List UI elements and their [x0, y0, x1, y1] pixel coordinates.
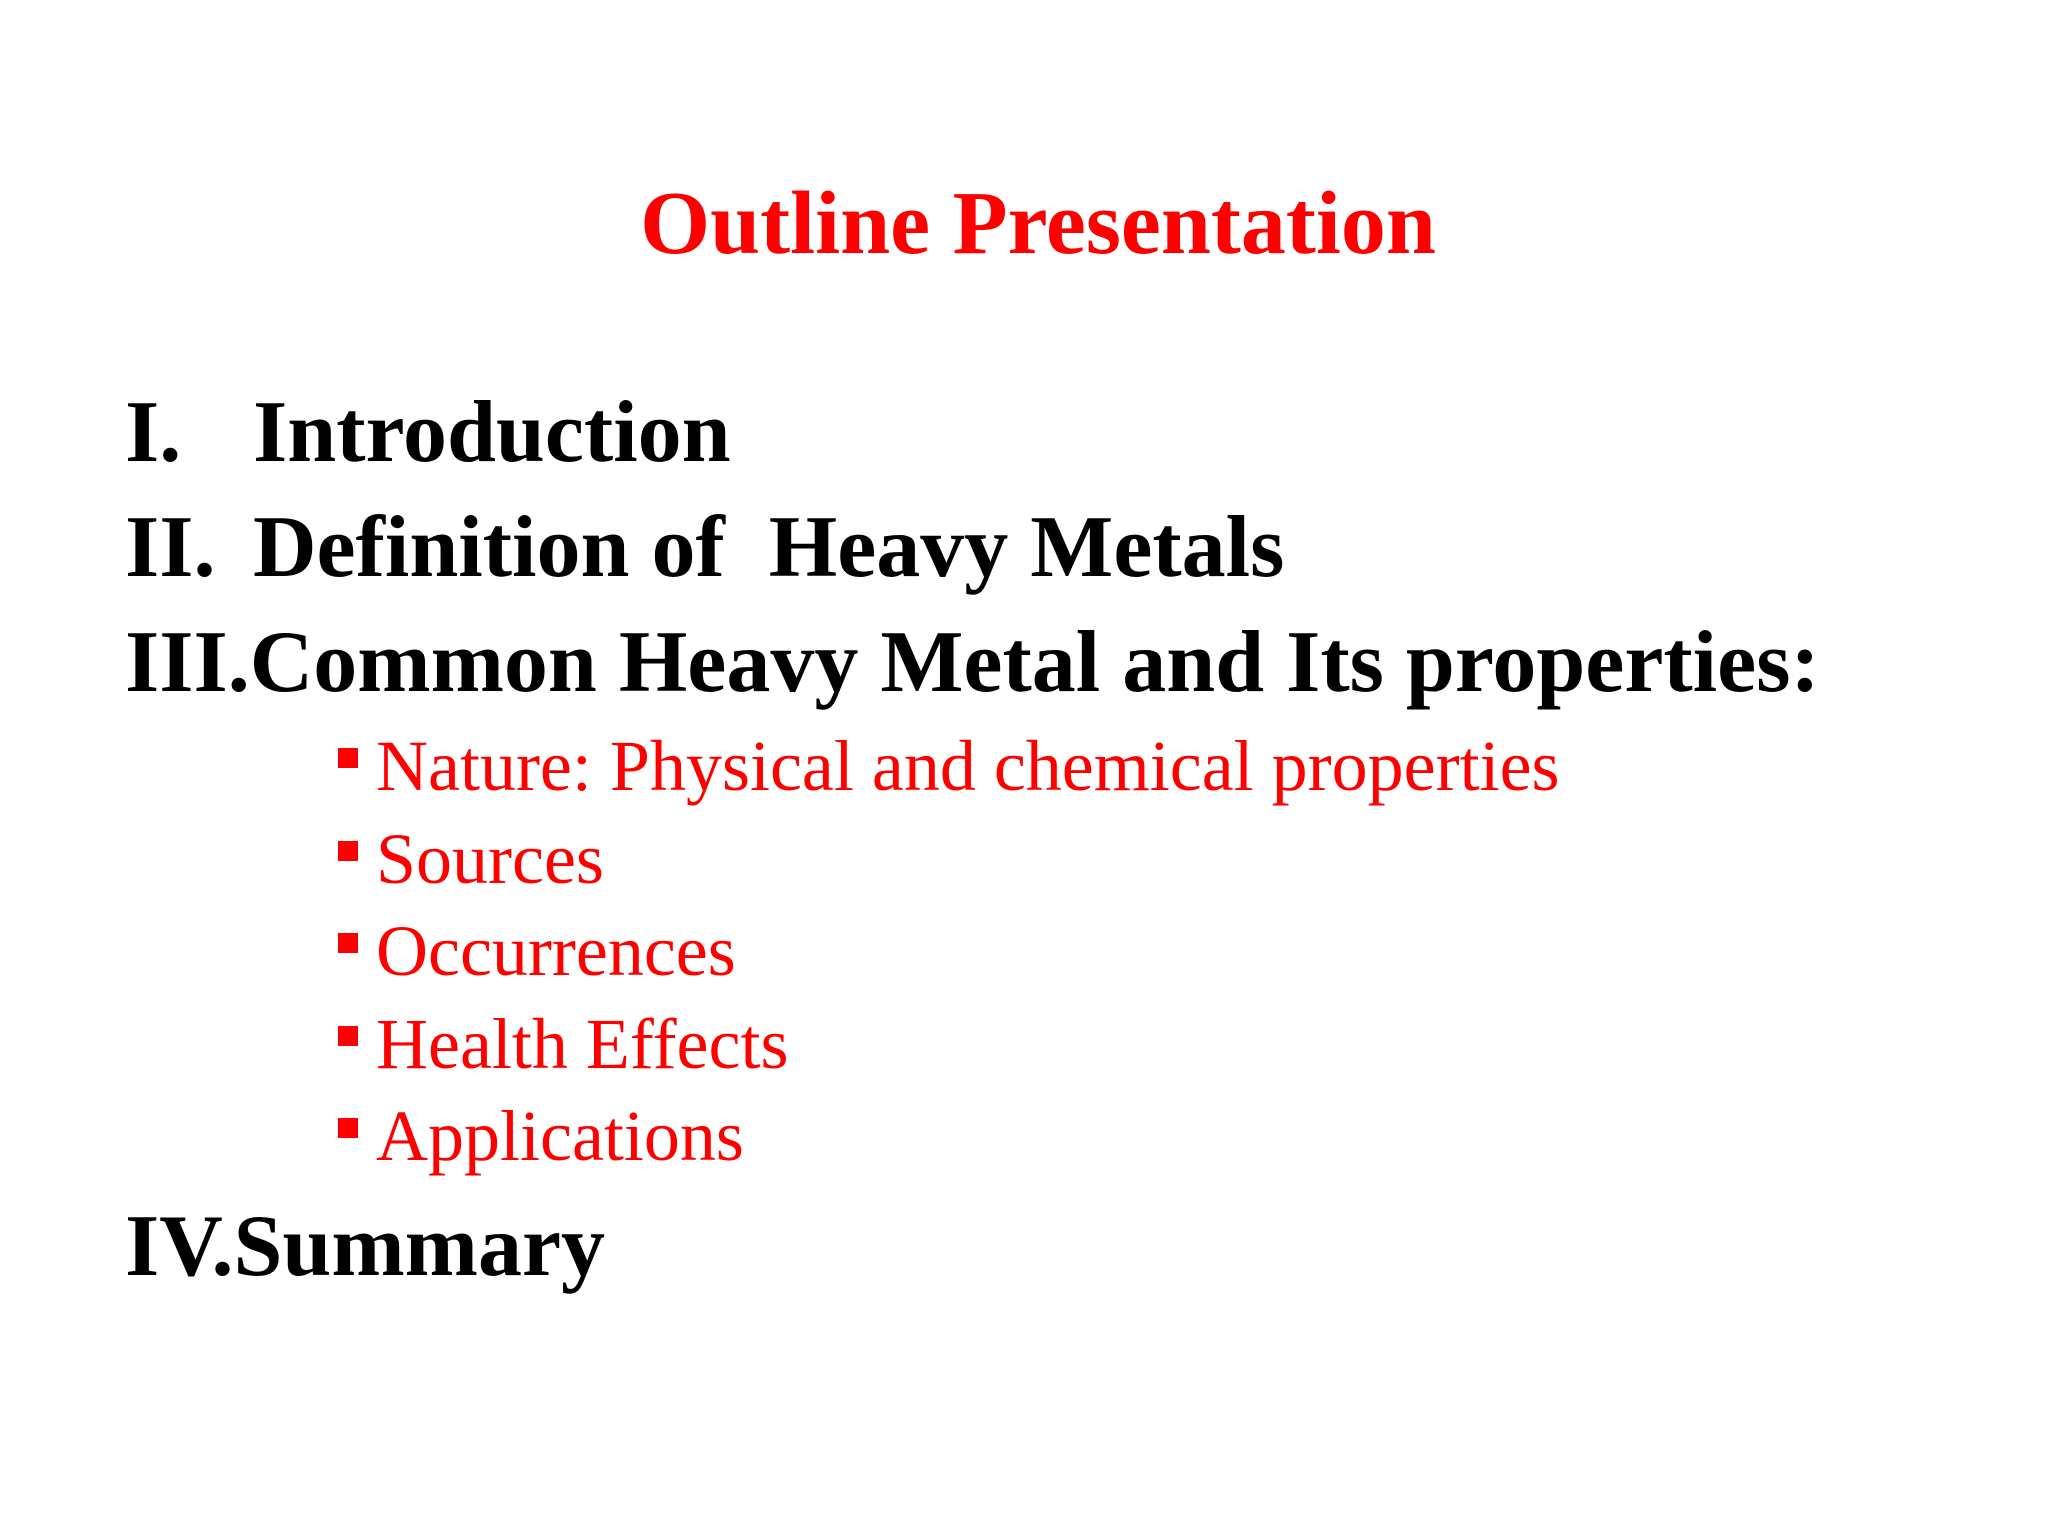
sub-item-applications [338, 1090, 2025, 1183]
outline-list [125, 375, 2025, 1304]
sub-item-label: Health Effects [376, 1003, 789, 1084]
sub-item-label: Occurrences [376, 911, 736, 991]
square-bullet-icon [338, 748, 358, 768]
sub-item-health-effects [338, 998, 2025, 1091]
sub-item-label: Nature: Physical and chemical properties [376, 726, 1560, 806]
outline-item-label: Summary [233, 1197, 606, 1295]
outline-item-common-heavy-metal [125, 605, 2025, 720]
outline-item-definition [125, 490, 2025, 605]
square-bullet-icon [338, 841, 358, 861]
sub-item-label: Sources [376, 818, 604, 899]
square-bullet-icon [338, 1118, 358, 1138]
outline-item-number: III. [125, 614, 250, 711]
outline-item-number: IV. [125, 1197, 234, 1295]
square-bullet-icon [338, 933, 358, 953]
outline-item-summary [125, 1189, 2025, 1304]
sub-item-occurrences [338, 905, 2025, 998]
outline-item-number: I. [125, 384, 182, 481]
sub-item-list [125, 720, 2025, 1183]
sub-item-sources [338, 813, 2025, 906]
square-bullet-icon [338, 1026, 358, 1046]
outline-item-introduction [125, 375, 2025, 490]
outline-item-number: II. [125, 499, 216, 596]
sub-item-label: Applications [376, 1096, 744, 1176]
slide-title: Outline Presentation [640, 174, 1436, 273]
outline-item-label: Common Heavy Metal and Its properties: [249, 614, 1820, 711]
sub-item-nature [338, 720, 2025, 813]
outline-item-label: Introduction [253, 384, 731, 481]
outline-item-label: Definition of Heavy Metals [253, 499, 1285, 596]
